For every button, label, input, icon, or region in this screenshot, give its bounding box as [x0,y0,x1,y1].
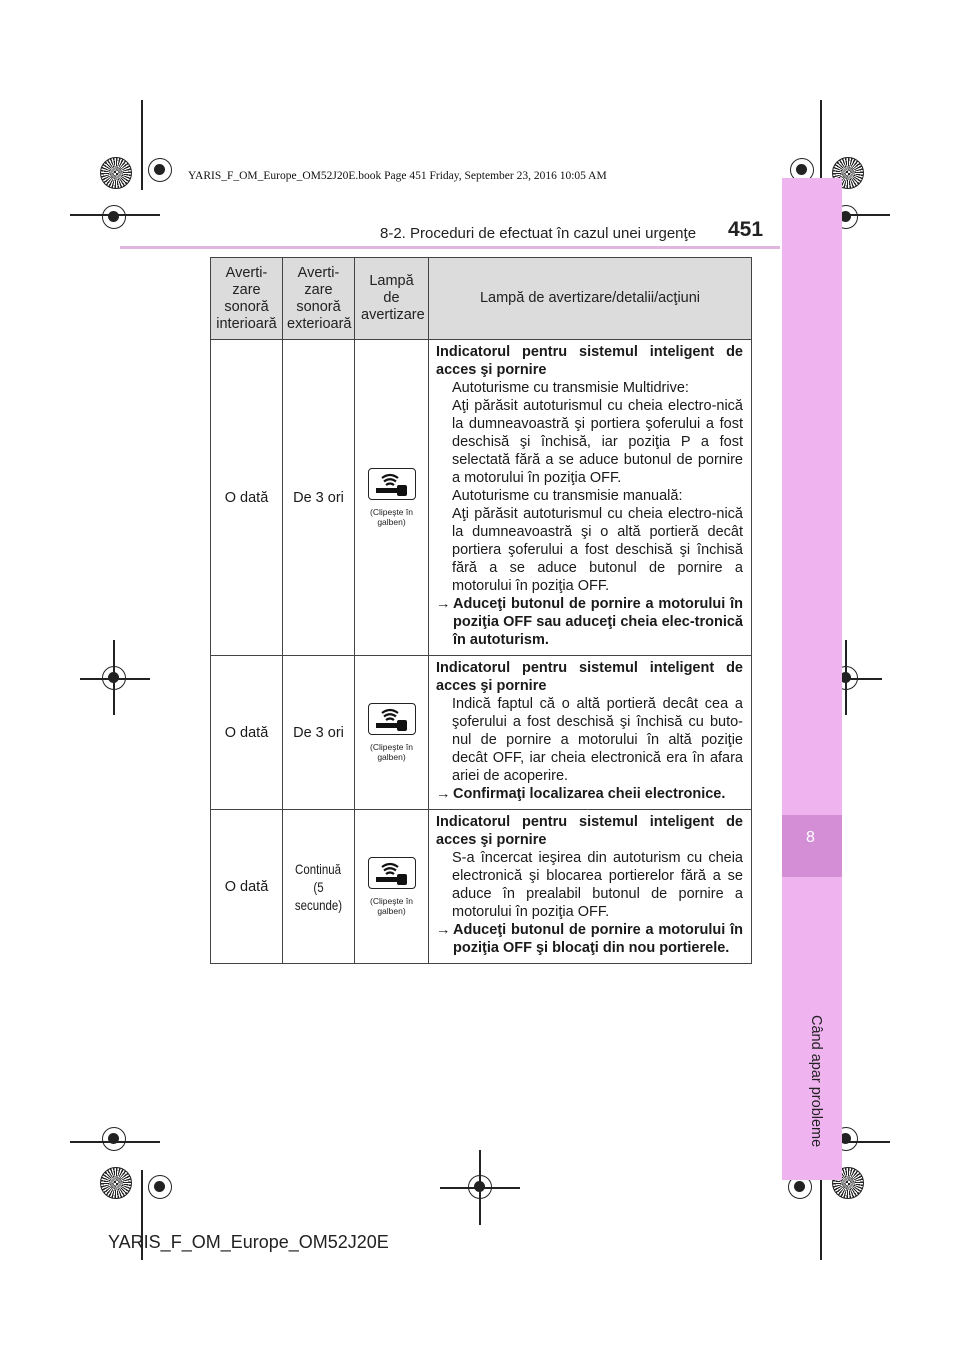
lamp-note: (Clipeşte în galben) [370,507,413,527]
exterior-buzzer-cell: De 3 ori [283,340,355,656]
table-row [211,656,752,810]
registration-starburst-icon [100,1167,132,1199]
warning-table [210,257,752,964]
page-number: 451 [728,218,764,241]
header-exterior-buzzer: Averti-zare sonoră exterioară [283,258,355,340]
interior-buzzer-cell: O dată [211,656,283,810]
row-detail: Aţi părăsit autoturismul cu cheia electro-nică la dumneavoastră şi o altă portieră decât portiera şoferului a fost deschisă şi închisă fără a se aduce butonul de pornire a motorului în poziţia OFF. [452,506,743,594]
row-action [436,921,743,957]
row-title: Indicatorul pentru sistemul inteligent de acces şi pornire [436,344,743,378]
registration-starburst-icon [100,157,132,189]
footer-code: YARIS_F_OM_Europe_OM52J20E [108,1232,389,1252]
row-detail: Autoturisme cu transmisie Multidrive: [452,380,689,396]
row-action [436,595,743,649]
row-detail: Indică faptul că o altă portieră decât cea a şoferului a fost deschisă şi închisă cu buto-nul de pornire a motorului în altă poziţie decât OFF, iar cheia electronică era în afara ariei de acoperire. [452,696,743,784]
registration-target-icon [148,1175,172,1199]
table-row [211,810,752,964]
table-header-row [211,258,752,340]
chapter-number: 8 [806,829,815,846]
smart-key-warning-icon [368,703,416,735]
lamp-note: (Clipeşte în galben) [370,896,413,916]
header-warning-light: Lampă de avertizare [355,258,429,340]
book-info-line: YARIS_F_OM_Europe_OM52J20E.book Page 451 Friday, September 23, 2016 10:05 AM [188,170,607,182]
registration-target-icon [102,1127,126,1151]
chapter-label: Când apar probleme [808,1015,824,1148]
arrow-icon: → [436,786,451,802]
table-row [211,340,752,656]
smart-key-warning-icon [368,857,416,889]
header-interior-buzzer: Averti-zare sonoră interioară [211,258,283,340]
smart-key-warning-icon [368,468,416,500]
details-cell [429,810,752,964]
arrow-icon: → [436,596,451,612]
interior-buzzer-cell: O dată [211,340,283,656]
section-header: 8-2. Proceduri de efectuat în cazul unei urgenţe [380,225,697,242]
details-cell [429,340,752,656]
row-title: Indicatorul pentru sistemul inteligent de acces şi pornire [436,814,743,848]
row-detail: Aţi părăsit autoturismul cu cheia electro-nică la dumneavoastră şi portiera şoferului a fost deschisă şi închisă, iar poziţia P a fost selectată fără a se aduce butonul de pornire a motorului în poziţia OFF. [452,398,743,486]
row-detail: Autoturisme cu transmisie manuală: [452,488,683,504]
warning-light-cell [355,810,429,964]
header-details-actions: Lampă de avertizare/detalii/acţiuni [429,258,752,340]
exterior-buzzer-line: Continuă [295,860,342,877]
exterior-buzzer-line: (5 secunde) [294,878,343,913]
header-rule [120,246,780,249]
registration-target-icon [102,205,126,229]
row-title: Indicatorul pentru sistemul inteligent de acces şi pornire [436,660,743,694]
row-action-text: Aduceţi butonul de pornire a motorului în poziţia OFF sau aduceţi cheia elec-tronică în autoturism. [453,596,743,648]
arrow-icon: → [436,922,451,938]
row-action [436,785,743,803]
row-action-text: Confirmaţi localizarea cheii electronice. [453,786,726,802]
row-detail: S-a încercat ieşirea din autoturism cu cheia electronică şi blocarea portierelor fără a se aduce în prealabil butonul de pornire a motorului în poziţia OFF. [452,850,743,920]
details-cell [429,656,752,810]
warning-light-cell [355,340,429,656]
warning-light-cell [355,656,429,810]
interior-buzzer-cell: O dată [211,810,283,964]
registration-target-icon [148,158,172,182]
exterior-buzzer-cell: De 3 ori [283,656,355,810]
row-action-text: Aduceţi butonul de pornire a motorului în poziţia OFF şi blocaţi din nou portierele. [453,922,743,956]
exterior-buzzer-cell [283,810,355,964]
lamp-note: (Clipeşte în galben) [370,742,413,762]
